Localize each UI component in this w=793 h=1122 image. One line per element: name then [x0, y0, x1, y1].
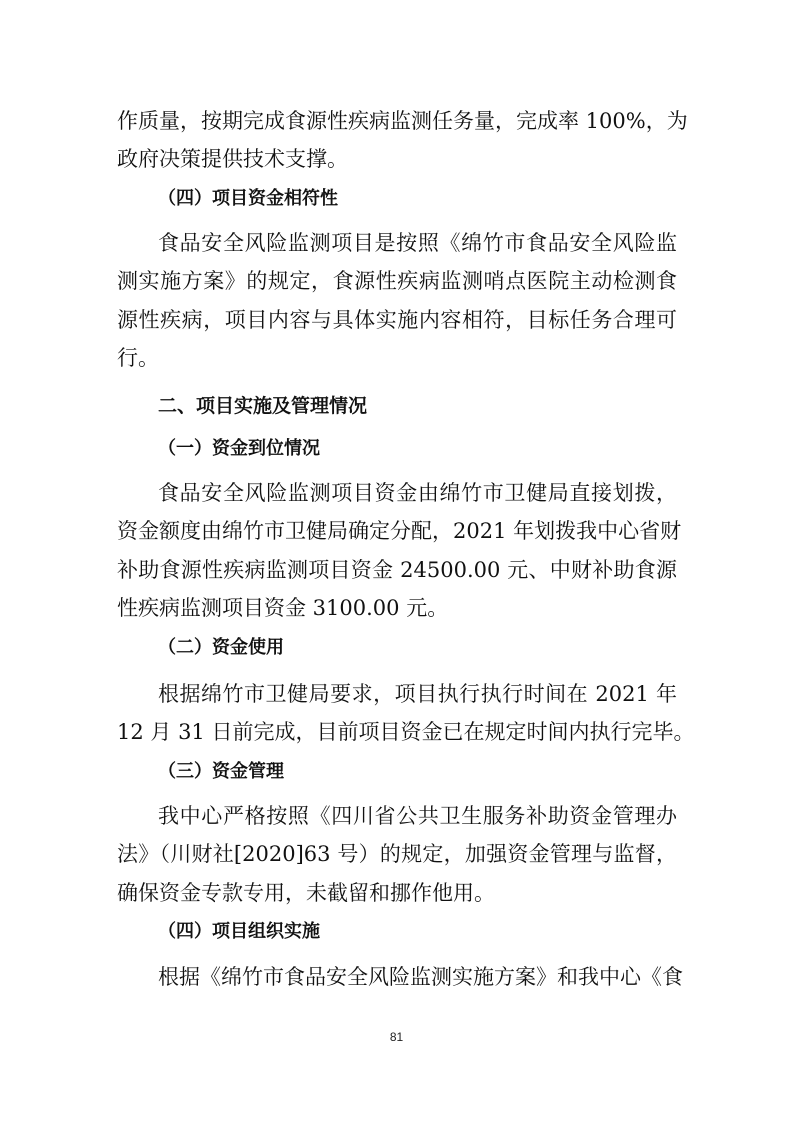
- body-text-line: 测实施方案》的规定，食源性疾病监测哨点医院主动检测食: [117, 269, 677, 293]
- body-text-line: 根据绵竹市卫健局要求，项目执行执行时间在 2021 年: [158, 682, 677, 706]
- section-heading: （三）资金管理: [158, 761, 284, 782]
- body-text-line: 确保资金专款专用，未截留和挪作他用。: [117, 881, 495, 905]
- body-text-line: 作质量，按期完成食源性疾病监测任务量，完成率 100%，为: [117, 109, 688, 133]
- body-text-line: 法》（川财社[2020]63 号）的规定，加强资金管理与监督，: [117, 842, 677, 866]
- page-number: 81: [389, 1030, 404, 1044]
- section-heading: （一）资金到位情况: [158, 438, 320, 459]
- body-text-line: 行。: [117, 346, 159, 370]
- section-heading: （四）项目组织实施: [158, 921, 320, 942]
- body-text-line: 性疾病监测项目资金 3100.00 元。: [117, 596, 449, 620]
- body-text-line: 补助食源性疾病监测项目资金 24500.00 元、中财补助食源: [117, 558, 677, 582]
- section-heading: （四）项目资金相符性: [158, 188, 338, 209]
- body-text-line: 资金额度由绵竹市卫健局确定分配，2021 年划拨我中心省财: [117, 519, 682, 543]
- body-text-line: 我中心严格按照《四川省公共卫生服务补助资金管理办: [158, 804, 677, 828]
- body-text-line: 12 月 31 日前完成，目前项目资金已在规定时间内执行完毕。: [117, 720, 695, 744]
- body-text-line: 根据《绵竹市食品安全风险监测实施方案》和我中心《食: [158, 965, 683, 989]
- body-text-line: 源性疾病，项目内容与具体实施内容相符，目标任务合理可: [117, 308, 677, 332]
- body-text-line: 食品安全风险监测项目是按照《绵竹市食品安全风险监: [158, 231, 677, 255]
- body-text-line: 食品安全风险监测项目资金由绵竹市卫健局直接划拨，: [158, 481, 677, 505]
- body-text-line: 政府决策提供技术支撑。: [117, 147, 348, 171]
- chapter-heading: 二、项目实施及管理情况: [158, 395, 368, 417]
- section-heading: （二）资金使用: [158, 637, 284, 658]
